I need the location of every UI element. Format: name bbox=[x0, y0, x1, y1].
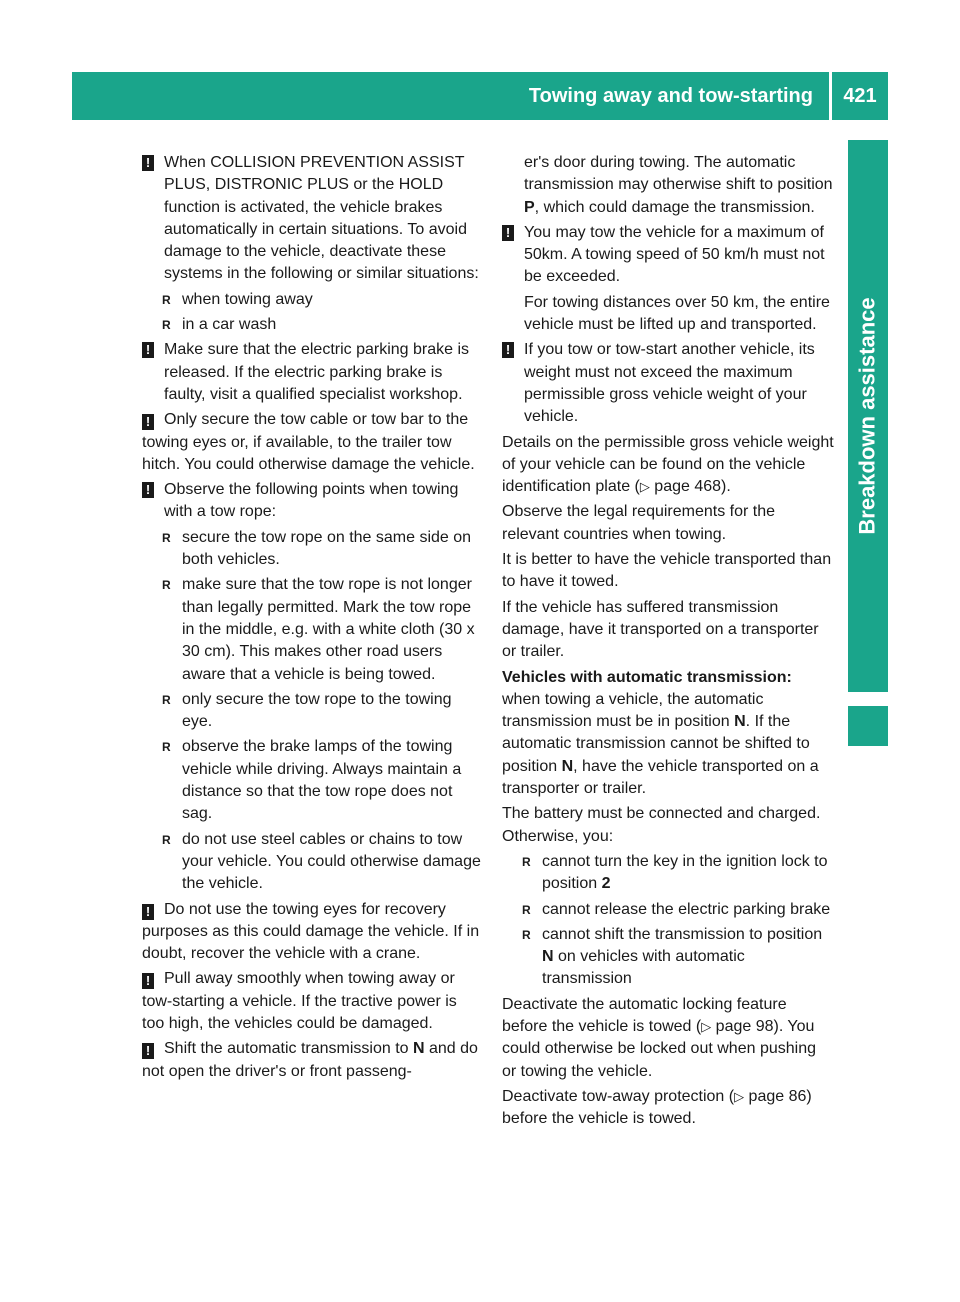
battery-list bbox=[522, 851, 834, 991]
warning-tow-cable: ! Only secure the tow cable or tow bar to the towing eyes or, if available, to the trailer tow hitch. You could otherwise damage the vehicle. bbox=[142, 411, 475, 473]
warning-tow-weight: ! If you tow or tow-start another vehicle, its weight must not exceed the maximum permissible gross vehicle weight of your vehicle. bbox=[502, 339, 834, 428]
warning-icon: ! bbox=[502, 225, 514, 241]
paragraph-locking: Deactivate the automatic locking feature before the vehicle is towed (▷ page 98). You could otherwise be locked out when pushing or towing the vehicle. bbox=[502, 995, 816, 1080]
warning-icon: ! bbox=[142, 342, 154, 358]
paragraph-automatic: when towing a vehicle, the automatic transmission must be in position N. If the automatic transmission cannot be shifted to position N, have the vehicle transported on a transporter or trailer. bbox=[502, 690, 819, 798]
paragraph-gross-weight: Details on the permissible gross vehicle weight of your vehicle can be found on the vehicle identification plate (▷ page 468). bbox=[502, 433, 834, 496]
header-bar bbox=[72, 72, 829, 120]
warning-collision-prevention: ! When COLLISION PREVENTION ASSIST PLUS, DISTRONIC PLUS or the HOLD function is activated, the vehicle brakes automatically in certain situations. To avoid damage to the vehicle, deactivate these systems in the following or similar situations: bbox=[142, 152, 482, 286]
paragraph-battery: The battery must be connected and charged. Otherwise, you: bbox=[502, 805, 821, 845]
subheading-automatic: Vehicles with automatic transmission: bbox=[502, 668, 792, 686]
warning-shift-transmission-cont: er's door during towing. The automatic transmission may otherwise shift to position P, which could damage the transmission. bbox=[524, 154, 833, 216]
paragraph-tow-away-protection: Deactivate tow-away protection (▷ page 86) before the vehicle is towed. bbox=[502, 1087, 812, 1128]
section-title: Towing away and tow-starting bbox=[528, 84, 813, 107]
warning-icon: ! bbox=[142, 155, 154, 171]
page-reference[interactable]: page 468). bbox=[649, 478, 731, 496]
list-item: R cannot shift the transmission to position N on vehicles with automatic transmission bbox=[522, 924, 834, 991]
page-reference[interactable]: page 98). You could otherwise be locked out when pushing or towing the vehicle. bbox=[502, 1017, 816, 1080]
warning-pull-away: ! Pull away smoothly when towing away or tow-starting a vehicle. If the tractive power is too high, the vehicles could be damaged. bbox=[142, 970, 457, 1032]
tow-rope-list bbox=[162, 527, 482, 896]
page-number: 421 bbox=[832, 72, 888, 120]
chapter-marker bbox=[848, 706, 888, 746]
warning-max-distance: ! You may tow the vehicle for a maximum of 50km. A towing speed of 50 km/h must not be exceeded. bbox=[502, 222, 834, 289]
list-item: R when towing away bbox=[162, 289, 482, 311]
warning-icon: ! bbox=[142, 1043, 154, 1059]
page-ref-arrow-icon: ▷ bbox=[734, 1088, 745, 1104]
paragraph-transmission-damage: If the vehicle has suffered transmission damage, have it transported on a transporter or trailer. bbox=[502, 598, 819, 661]
warning-icon: ! bbox=[142, 482, 154, 498]
warning-icon: ! bbox=[142, 973, 154, 989]
paragraph-legal: Observe the legal requirements for the relevant countries when towing. bbox=[502, 503, 776, 543]
list-item: R secure the tow rope on the same side on both vehicles. bbox=[162, 527, 482, 572]
page-reference[interactable]: page 86) before the vehicle is towed. bbox=[502, 1087, 812, 1128]
list-item: R only secure the tow rope to the towing eye. bbox=[162, 689, 482, 734]
chapter-tab-label: Breakdown assistance bbox=[855, 297, 881, 535]
warning-icon: ! bbox=[502, 342, 514, 358]
warning-towing-eyes: ! Do not use the towing eyes for recovery purposes as this could damage the vehicle. If in doubt, recover the vehicle with a crane. bbox=[142, 900, 480, 963]
list-item: R in a car wash bbox=[162, 314, 482, 336]
page-ref-arrow-icon: ▷ bbox=[639, 479, 650, 495]
warning-parking-brake: ! Make sure that the electric parking brake is released. If the electric parking brake is faulty, visit a qualified specialist workshop. bbox=[142, 339, 482, 406]
list-item: R cannot turn the key in the ignition lock to position 2 bbox=[522, 851, 834, 896]
warning-shift-transmission: ! Shift the automatic transmission to N and do not open the driver's or front passeng- bbox=[142, 1040, 478, 1080]
left-column bbox=[142, 152, 482, 1086]
list-item: R cannot release the electric parking brake bbox=[522, 899, 834, 921]
chapter-tab-label-wrap bbox=[848, 140, 888, 692]
paragraph-transport: It is better to have the vehicle transported than to have it towed. bbox=[502, 551, 832, 591]
warning-icon: ! bbox=[142, 414, 154, 430]
warning-icon: ! bbox=[142, 904, 154, 920]
list-item: R observe the brake lamps of the towing vehicle while driving. Always maintain a distance so that the tow rope does not sag. bbox=[162, 736, 482, 825]
right-column bbox=[502, 152, 834, 1133]
situation-list bbox=[162, 289, 482, 337]
towing-distance-note: For towing distances over 50 km, the entire vehicle must be lifted up and transported. bbox=[524, 293, 830, 334]
warning-tow-rope: ! Observe the following points when towing with a tow rope: bbox=[142, 479, 482, 524]
list-item: R do not use steel cables or chains to tow your vehicle. You could otherwise damage the vehicle. bbox=[162, 829, 482, 896]
list-item: R make sure that the tow rope is not longer than legally permitted. Mark the tow rope in the middle, e.g. with a white cloth (30 x 30 cm). This makes other road users aware that a vehicle is being towed. bbox=[162, 574, 482, 685]
page-ref-arrow-icon: ▷ bbox=[701, 1018, 712, 1034]
